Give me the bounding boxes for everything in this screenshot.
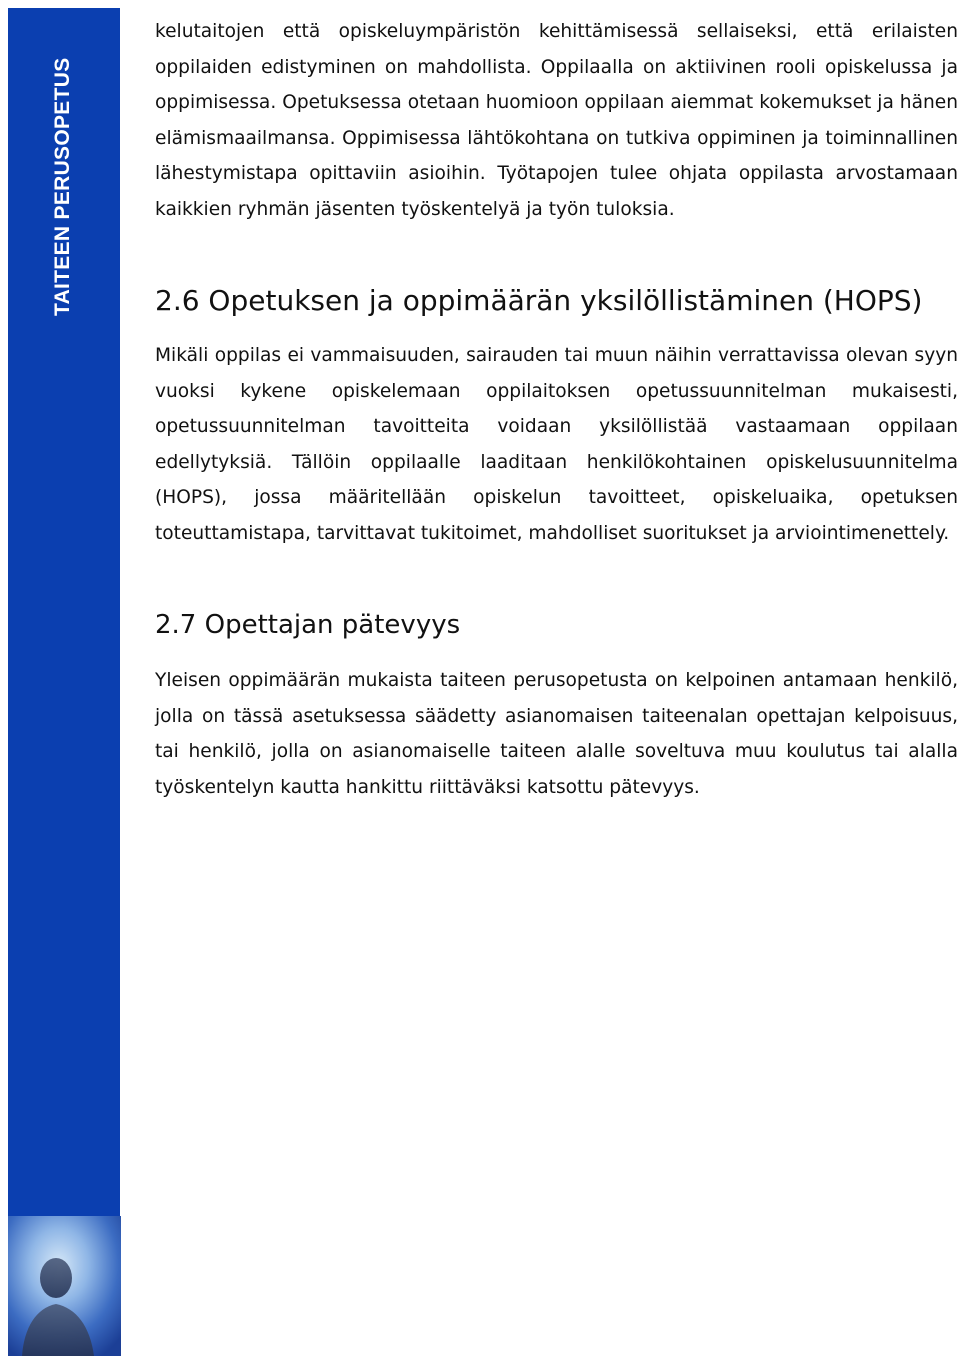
sidebar-photo [8,1216,121,1356]
section-2-6-paragraph: Mikäli oppilas ei vammaisuuden, sairauden tai muun näihin verrattavissa olevan syyn vuoksi kykene opiskelemaan oppilaitoksen opetussuunnitelman mukaisesti, opetussuunnitelman tavoitteita voidaan yksilöllistää vastaamaan oppilaan edellytyksiä. Tällöin oppilaalle laaditaan henkilökohtainen opiskelusuunnitelma (HOPS), jossa määritellään opiskelun tavoitteet, opiskeluaika, opetuksen toteuttamistapa, tarvittavat tukitoimet, mahdolliset suoritukset ja arviointimenettely. [155,345,958,544]
silhouette-image [8,1216,121,1356]
sidebar-title: TAITEEN PERUSOPETUS [51,57,74,316]
main-content [155,14,958,805]
section-2-7-heading: 2.7 Opettajan pätevyys [155,610,461,640]
section-2-7-paragraph: Yleisen oppimäärän mukaista taiteen perusopetusta on kelpoinen antamaan henkilö, jolla on tässä asetuksessa säädetty asianomaisen taiteenalan opettajan kelpoisuus, tai henkilö, jolla on asianomaiselle taiteen alalle soveltuva muu koulutus tai alalla työskentelyn kautta hankittu riittäväksi katsottu pätevyys. [155,670,958,798]
section-2-6-heading: 2.6 Opetuksen ja oppimäärän yksilöllistäminen (HOPS) [155,284,923,317]
intro-paragraph: kelutaitojen että opiskeluympäristön kehittämisessä sellaiseksi, että erilaisten oppilaiden edistyminen on mahdollista. Oppilaalla on aktiivinen rooli opiskelussa ja oppimisessa. Opetuksessa otetaan huomioon oppilaan aiemmat kokemukset ja hänen elämismaailmansa. Oppimisessa lähtökohtana on tutkiva oppiminen ja toiminnallinen lähestymistapa opittaviin asioihin. Työtapojen tulee ohjata oppilasta arvostamaan kaikkien ryhmän jäsenten työskentelyä ja työn tuloksia. [155,21,958,220]
sidebar-band [8,8,120,1216]
